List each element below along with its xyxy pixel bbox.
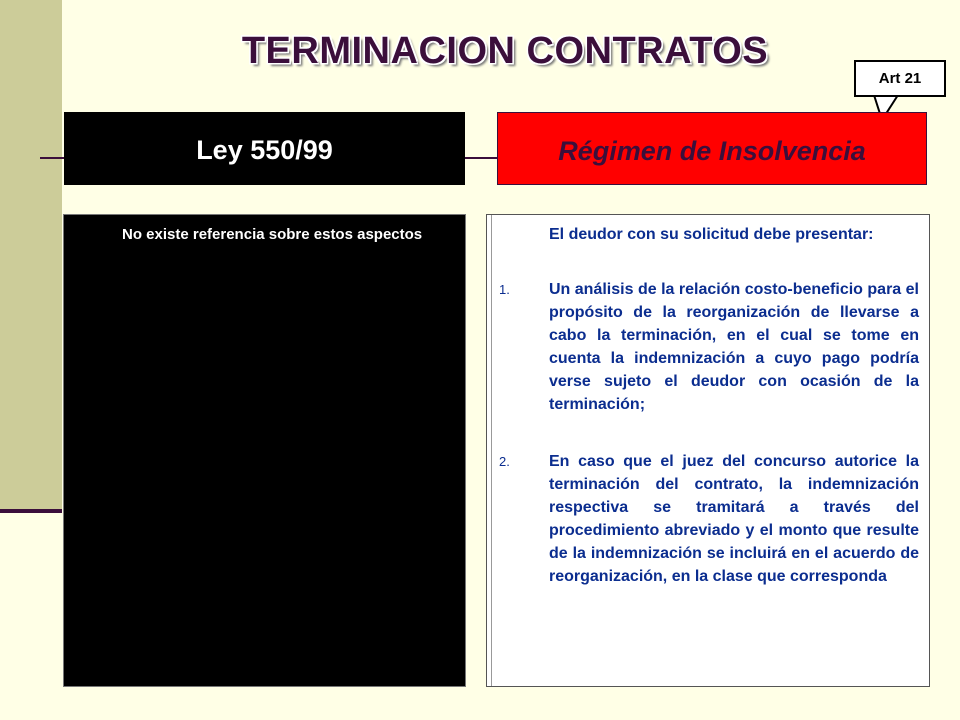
left-connector-line [40, 157, 64, 159]
sidebar-divider-line [0, 509, 62, 513]
article-callout: Art 21 [854, 60, 946, 97]
right-content-box [486, 214, 930, 687]
list-item-text: En caso que el juez del concurso autorice la terminación del contrato, la indemnización respectiva se tramitará a través del procedimiento abreviado y el monto que resulte de la indemnización se incluirá en el acuerdo de reorganización, en la clase que corresponda [549, 453, 919, 585]
left-body-text: No existe referencia sobre estos aspectos [122, 226, 423, 243]
list-item-number: 2. [499, 454, 510, 469]
right-intro-text: El deudor con su solicitud debe presentar: [549, 226, 874, 243]
list-item-text: Un análisis de la relación costo-beneficio para el propósito de la reorganización de llevarse a cabo la terminación, en el cual se tome en cuenta la indemnización a cuyo pago podría verse sujeto el deudor con ocasión de la terminación; [549, 281, 919, 413]
middle-connector-line [465, 157, 497, 159]
left-column-header: Ley 550/99 [64, 112, 465, 185]
right-column-header: Régimen de Insolvencia [497, 112, 927, 185]
left-content-box [63, 214, 466, 687]
decorative-sidebar [0, 0, 62, 510]
slide-title: TERMINACION CONTRATOS [241, 30, 769, 72]
list-item-number: 1. [499, 282, 510, 297]
